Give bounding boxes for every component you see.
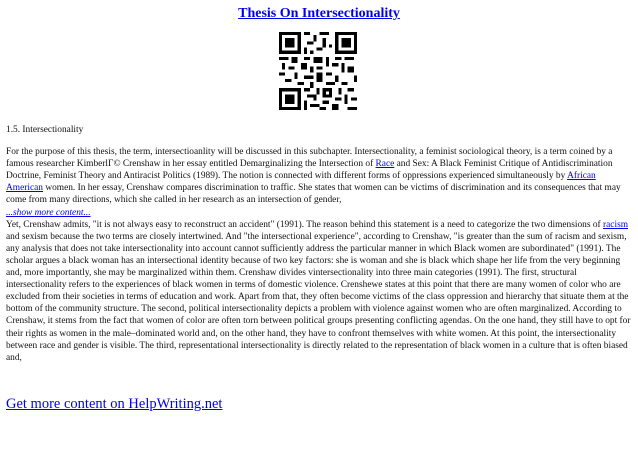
african-american-link[interactable]: African American xyxy=(6,171,596,194)
racism-link[interactable]: racism xyxy=(603,219,629,230)
document-body xyxy=(6,124,634,364)
paragraph-intro-text-b: and Sex: A Black Feminist Critique of Antidiscrimination Doctrine, Feminist Theory and Antiracist Politics (1989). The notion is connected with different forms of oppressions experienced simultaneously by xyxy=(6,159,613,182)
show-more-row xyxy=(6,207,634,219)
paragraph-intro-text-a: For the purpose of this thesis, the term, intersectioanlity will be discussed in this subchapter. Intersectionality, a feminist sociological theory, is a term coined by a famous researcher KimberlГ© Crenshaw in her essay entitled Demarginalizing the Intersection of xyxy=(6,147,613,170)
get-more-content-link[interactable]: Get more content on HelpWriting.net xyxy=(6,396,223,412)
paragraph-main xyxy=(6,219,634,364)
qr-code-icon xyxy=(278,32,358,110)
section-heading: 1.5. Intersectionality xyxy=(6,125,84,135)
paragraph-intro-text-c: women. In her essay, Crenshaw compares discrimination to traffic. She states that women can be victims of discrimination and its consequences that may come from many directions, which she called in her research as an intersection of gender, xyxy=(6,183,621,206)
paragraph-intro xyxy=(6,146,634,206)
page-title[interactable]: Thesis On Intersectionality xyxy=(238,6,400,21)
show-more-link[interactable]: ...show more content... xyxy=(6,207,91,218)
paragraph-main-text-b: and sexism because the two terms are closely intertwined. And "the intersectional experience", according to Crenshaw, "is greater than the sum of racism and sexism, any analysis that does not take intersectionality into account cannot sufficiently address the particular manner in which Black women are subordinated" (1991). The scholar argues a black woman has an intersectional identity because of two key factors: she is woman and she is black which shape her life from the very beginning and, more importantly, she may be marginalized within them. Crenshaw divides vintersectionality into three main categories (1991). The first, structural intersectionality refers to the experiences of black women in terms of domestic violence. Crenshewe states at this point that there are many women of color who are excluded from their societies in terms of education and work. Apart from that, they often become victims of the class oppression and hierarchy that situate them at the bottom of the community structure. The second, political intersectionality depicts a problem with violence against women who are often marginalized. According to Crenshaw, it stems from the fact that women of color are often torn between political groups presenting conflicting agendas. On the one hand, they still have to opt for their rights as women in the male–dominated world and, on the other hand, they have to confront themselves with white women. At this point, the intersectionality between race and gender is visible. The third, representational intersectionality is directly related to the representation of black women in a culture that is often biased and, xyxy=(6,231,631,363)
paragraph-main-text-a: Yet, Crenshaw admits, "it is not always easy to reconstruct an accident" (1991). The reason behind this statement is a need to categorize the two dimensions of xyxy=(6,219,604,230)
race-link[interactable]: Race xyxy=(375,159,395,170)
